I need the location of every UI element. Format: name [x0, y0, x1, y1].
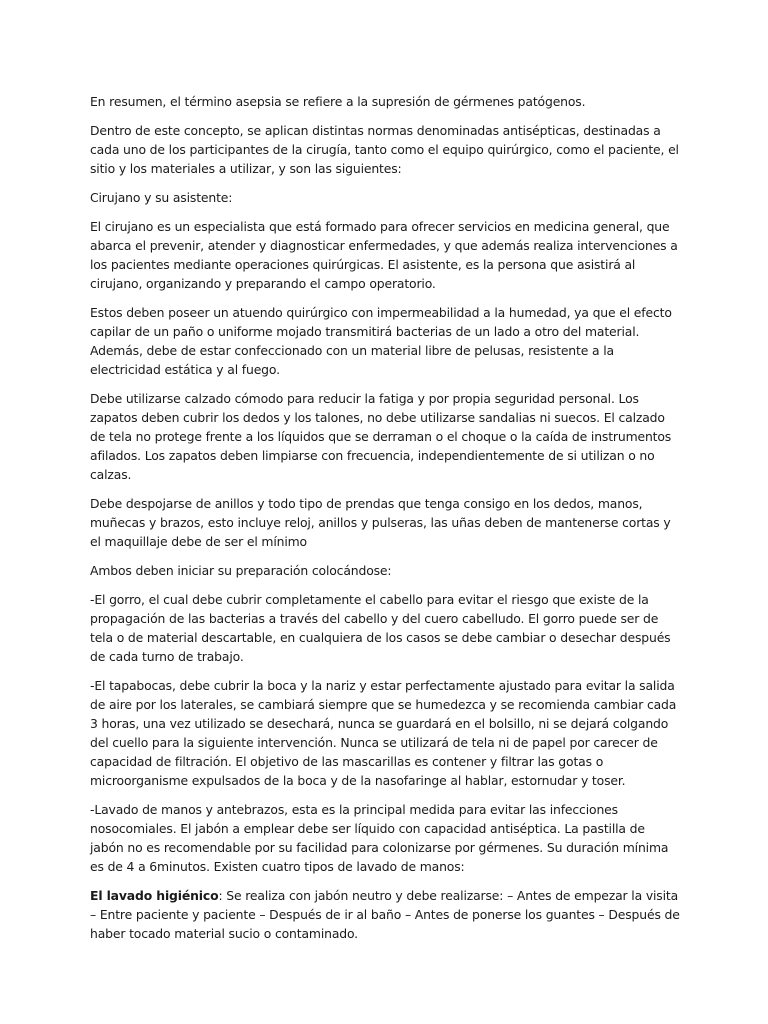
paragraph-lavado-manos: -Lavado de manos y antebrazos, esta es la principal medida para evitar las infecciones nosocomiales. El jabón a emplear debe ser líquido con capacidad antiséptica. La pastilla de jabón no es recomendable por su facilidad para colonizarse por gérmenes. Su duración mínima es de 4 a 6minutos. Existen cuatro tipos de lavado de manos: — [90, 802, 669, 874]
paragraph-calzado: Debe utilizarse calzado cómodo para reducir la fatiga y por propia seguridad personal. Los zapatos deben cubrir los dedos y los talones, no debe utilizarse sandalias ni suecos. El calzado de tela no protege frente a los líquidos que se derraman o el choque o la caída de instrumentos afilados. Los zapatos deben limpiarse con frecuencia, independientemente de si utilizan o no calzas. — [90, 391, 672, 482]
paragraph-gorro: -El gorro, el cual debe cubrir completamente el cabello para evitar el riesgo que existe de la propagación de las bacterias a través del cabello y del cuero cabelludo. El gorro puede ser de tela o de material descartable, en cualquiera de los casos se debe cambiar o desechar después de cada turno de trabajo. — [90, 592, 671, 664]
paragraph-lavado-higienico — [90, 886, 682, 943]
paragraph-asepsia-summary: En resumen, el término asepsia se refiere a la supresión de gérmenes patógenos. — [90, 94, 586, 109]
paragraph-anillos-prendas: Debe despojarse de anillos y todo tipo de prendas que tenga consigo en los dedos, manos, muñecas y brazos, esto incluye reloj, anillos y pulseras, las uñas deben de mantenerse cortas y el maquillaje debe de ser el mínimo — [90, 496, 671, 549]
paragraph-cirujano-definicion: El cirujano es un especialista que está formado para ofrecer servicios en medicina general, que abarca el prevenir, atender y diagnosticar enfermedades, y que además realiza intervenciones a los pacientes mediante operaciones quirúrgicas. El asistente, es la persona que asistirá al cirujano, organizando y preparando el campo operatorio. — [90, 219, 678, 291]
lavado-higienico-term: El lavado higiénico — [90, 888, 219, 903]
paragraph-atuendo-quirurgico: Estos deben poseer un atuendo quirúrgico con impermeabilidad a la humedad, ya que el efecto capilar de un paño o uniforme mojado transmitirá bacterias de un lado a otro del material. Además, debe de estar confeccionado con un material libre de pelusas, resistente a la electricidad estática y al fuego. — [90, 305, 672, 377]
paragraph-normas-antisepticas: Dentro de este concepto, se aplican distintas normas denominadas antisépticas, destinadas a cada uno de los participantes de la cirugía, tanto como el equipo quirúrgico, como el paciente, el sitio y los materiales a utilizar, y son las siguientes: — [90, 123, 679, 176]
document-body — [90, 92, 682, 953]
paragraph-preparacion: Ambos deben iniciar su preparación colocándose: — [90, 563, 392, 578]
paragraph-tapabocas: -El tapabocas, debe cubrir la boca y la nariz y estar perfectamente ajustado para evitar la salida de aire por los laterales, se cambiará siempre que se humedezca y se recomienda cambiar cada 3 horas, una vez utilizado se desechará, nunca se guardará en el bolsillo, ni se dejará colgando del cuello para la siguiente intervención. Nunca se utilizará de tela ni de papel por carecer de capacidad de filtración. El objetivo de las mascarillas es contener y filtrar las gotas o microorganisme expulsados de la boca y de la nasofaringe al hablar, estornudar y toser. — [90, 678, 677, 788]
section-heading-cirujano-asistente: Cirujano y su asistente: — [90, 190, 233, 205]
lavado-higienico-text: : Se realiza con jabón neutro y debe realizarse: – Antes de empezar la visita – Entre paciente y paciente – Después de ir al baño – Antes de ponerse los guantes – Después de haber tocado material sucio o contaminado. — [90, 888, 680, 941]
